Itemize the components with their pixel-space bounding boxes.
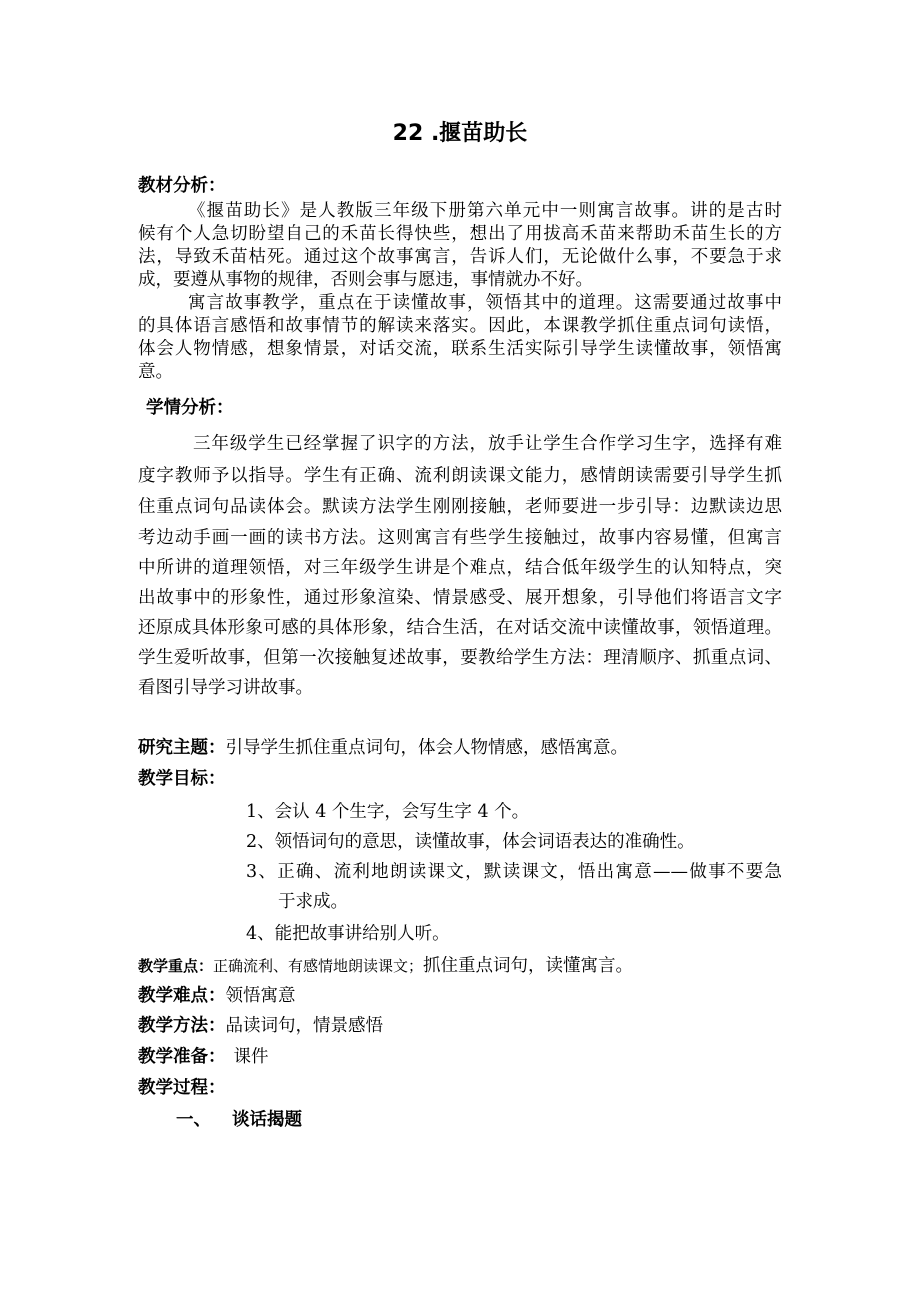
paragraph-line: 住重点词句品读体会。默读方法学生刚刚接触，老师要进一步引导：边默读边思 bbox=[138, 497, 782, 517]
objective-item-continued: 于求成。 bbox=[278, 892, 348, 912]
objective-item: 4、能把故事讲给别人听。 bbox=[246, 924, 450, 944]
research-topic-value: 引导学生抓住重点词句，体会人物情感，感悟寓意。 bbox=[225, 738, 628, 758]
process-step-title: 谈话揭题 bbox=[232, 1110, 302, 1130]
paragraph-line: 成，要遵从事物的规律，否则会事与愿违，事情就办不好。 bbox=[138, 270, 593, 290]
paragraph-line: 看图引导学习讲故事。 bbox=[138, 678, 313, 698]
paragraph-line: 法，导致禾苗枯死。通过这个故事寓言，告诉人们，无论做什么事，不要急于求 bbox=[138, 247, 782, 267]
paragraph-line: 三年级学生已经掌握了识字的方法，放手让学生合作学习生字，选择有难 bbox=[193, 434, 782, 454]
key-point-value-2: 抓住重点词句，读懂寓言。 bbox=[423, 956, 634, 976]
process-label: 教学过程： bbox=[138, 1078, 226, 1098]
paragraph-line: 寓言故事教学，重点在于读懂故事，领悟其中的道理。这需要通过故事中 bbox=[188, 293, 782, 313]
difficulty-value: 领悟寓意 bbox=[225, 986, 296, 1006]
objective-item: 2、领悟词句的意思，读懂故事，体会词语表达的准确性。 bbox=[246, 832, 695, 852]
research-topic bbox=[138, 737, 628, 759]
paragraph-line: 度字教师予以指导。学生有正确、流利朗读课文能力，感情朗读需要引导学生抓 bbox=[138, 466, 782, 486]
page-title: 22 .揠苗助长 bbox=[392, 121, 528, 146]
difficulty-label: 教学难点： bbox=[138, 986, 226, 1006]
preparation-label: 教学准备： bbox=[138, 1047, 226, 1067]
paragraph-line: 出故事中的形象性，通过形象渲染、情景感受、展开想象，引导他们将语言文字 bbox=[138, 588, 782, 608]
paragraph-line: 体会人物情感，想象情景，对话交流，联系生活实际引导学生读懂故事，领悟寓 bbox=[138, 339, 782, 359]
preparation bbox=[138, 1046, 269, 1068]
paragraph-line: 考边动手画一画的读书方法。这则寓言有些学生接触过，故事内容易懂，但寓言 bbox=[138, 528, 782, 548]
key-point-value: 正确流利、有感情地朗读课文； bbox=[213, 957, 424, 975]
paragraph-line: 还原成具体形象可感的具体形象，结合生活，在对话交流中读懂故事，领悟道理。 bbox=[138, 618, 782, 638]
objective-item: 3、正确、流利地朗读课文，默读课文，悟出寓意——做事不要急 bbox=[246, 862, 782, 882]
paragraph-line: 《揠苗助长》是人教版三年级下册第六单元中一则寓言故事。讲的是古时 bbox=[188, 201, 782, 221]
paragraph-line: 学生爱听故事，但第一次接触复述故事，要教给学生方法：理清顺序、抓重点词、 bbox=[138, 648, 782, 668]
paragraph-line: 的具体语言感悟和故事情节的解读来落实。因此，本课教学抓住重点词句读悟， bbox=[138, 316, 782, 336]
preparation-value: 课件 bbox=[233, 1047, 269, 1067]
student-analysis-heading: 学情分析： bbox=[146, 398, 234, 418]
method-value: 品读词句，情景感悟 bbox=[225, 1016, 383, 1036]
difficulty bbox=[138, 985, 296, 1007]
method bbox=[138, 1015, 383, 1037]
objectives-label: 教学目标： bbox=[138, 769, 226, 789]
method-label: 教学方法： bbox=[138, 1016, 226, 1036]
paragraph-line: 候有个人急切盼望自己的禾苗长得快些，想出了用拔高禾苗来帮助禾苗生长的方 bbox=[138, 224, 782, 244]
research-topic-label: 研究主题： bbox=[138, 738, 226, 758]
process-step-number: 一、 bbox=[176, 1110, 211, 1130]
key-point-label: 教学重点： bbox=[138, 957, 214, 975]
objective-item: 1、会认 4 个生字，会写生字 4 个。 bbox=[246, 802, 530, 822]
key-point bbox=[138, 955, 633, 977]
textbook-analysis-heading: 教材分析： bbox=[138, 176, 226, 196]
paragraph-line: 中所讲的道理领悟，对三年级学生讲是个难点，结合低年级学生的认知特点，突 bbox=[138, 558, 782, 578]
paragraph-line: 意。 bbox=[138, 362, 173, 382]
